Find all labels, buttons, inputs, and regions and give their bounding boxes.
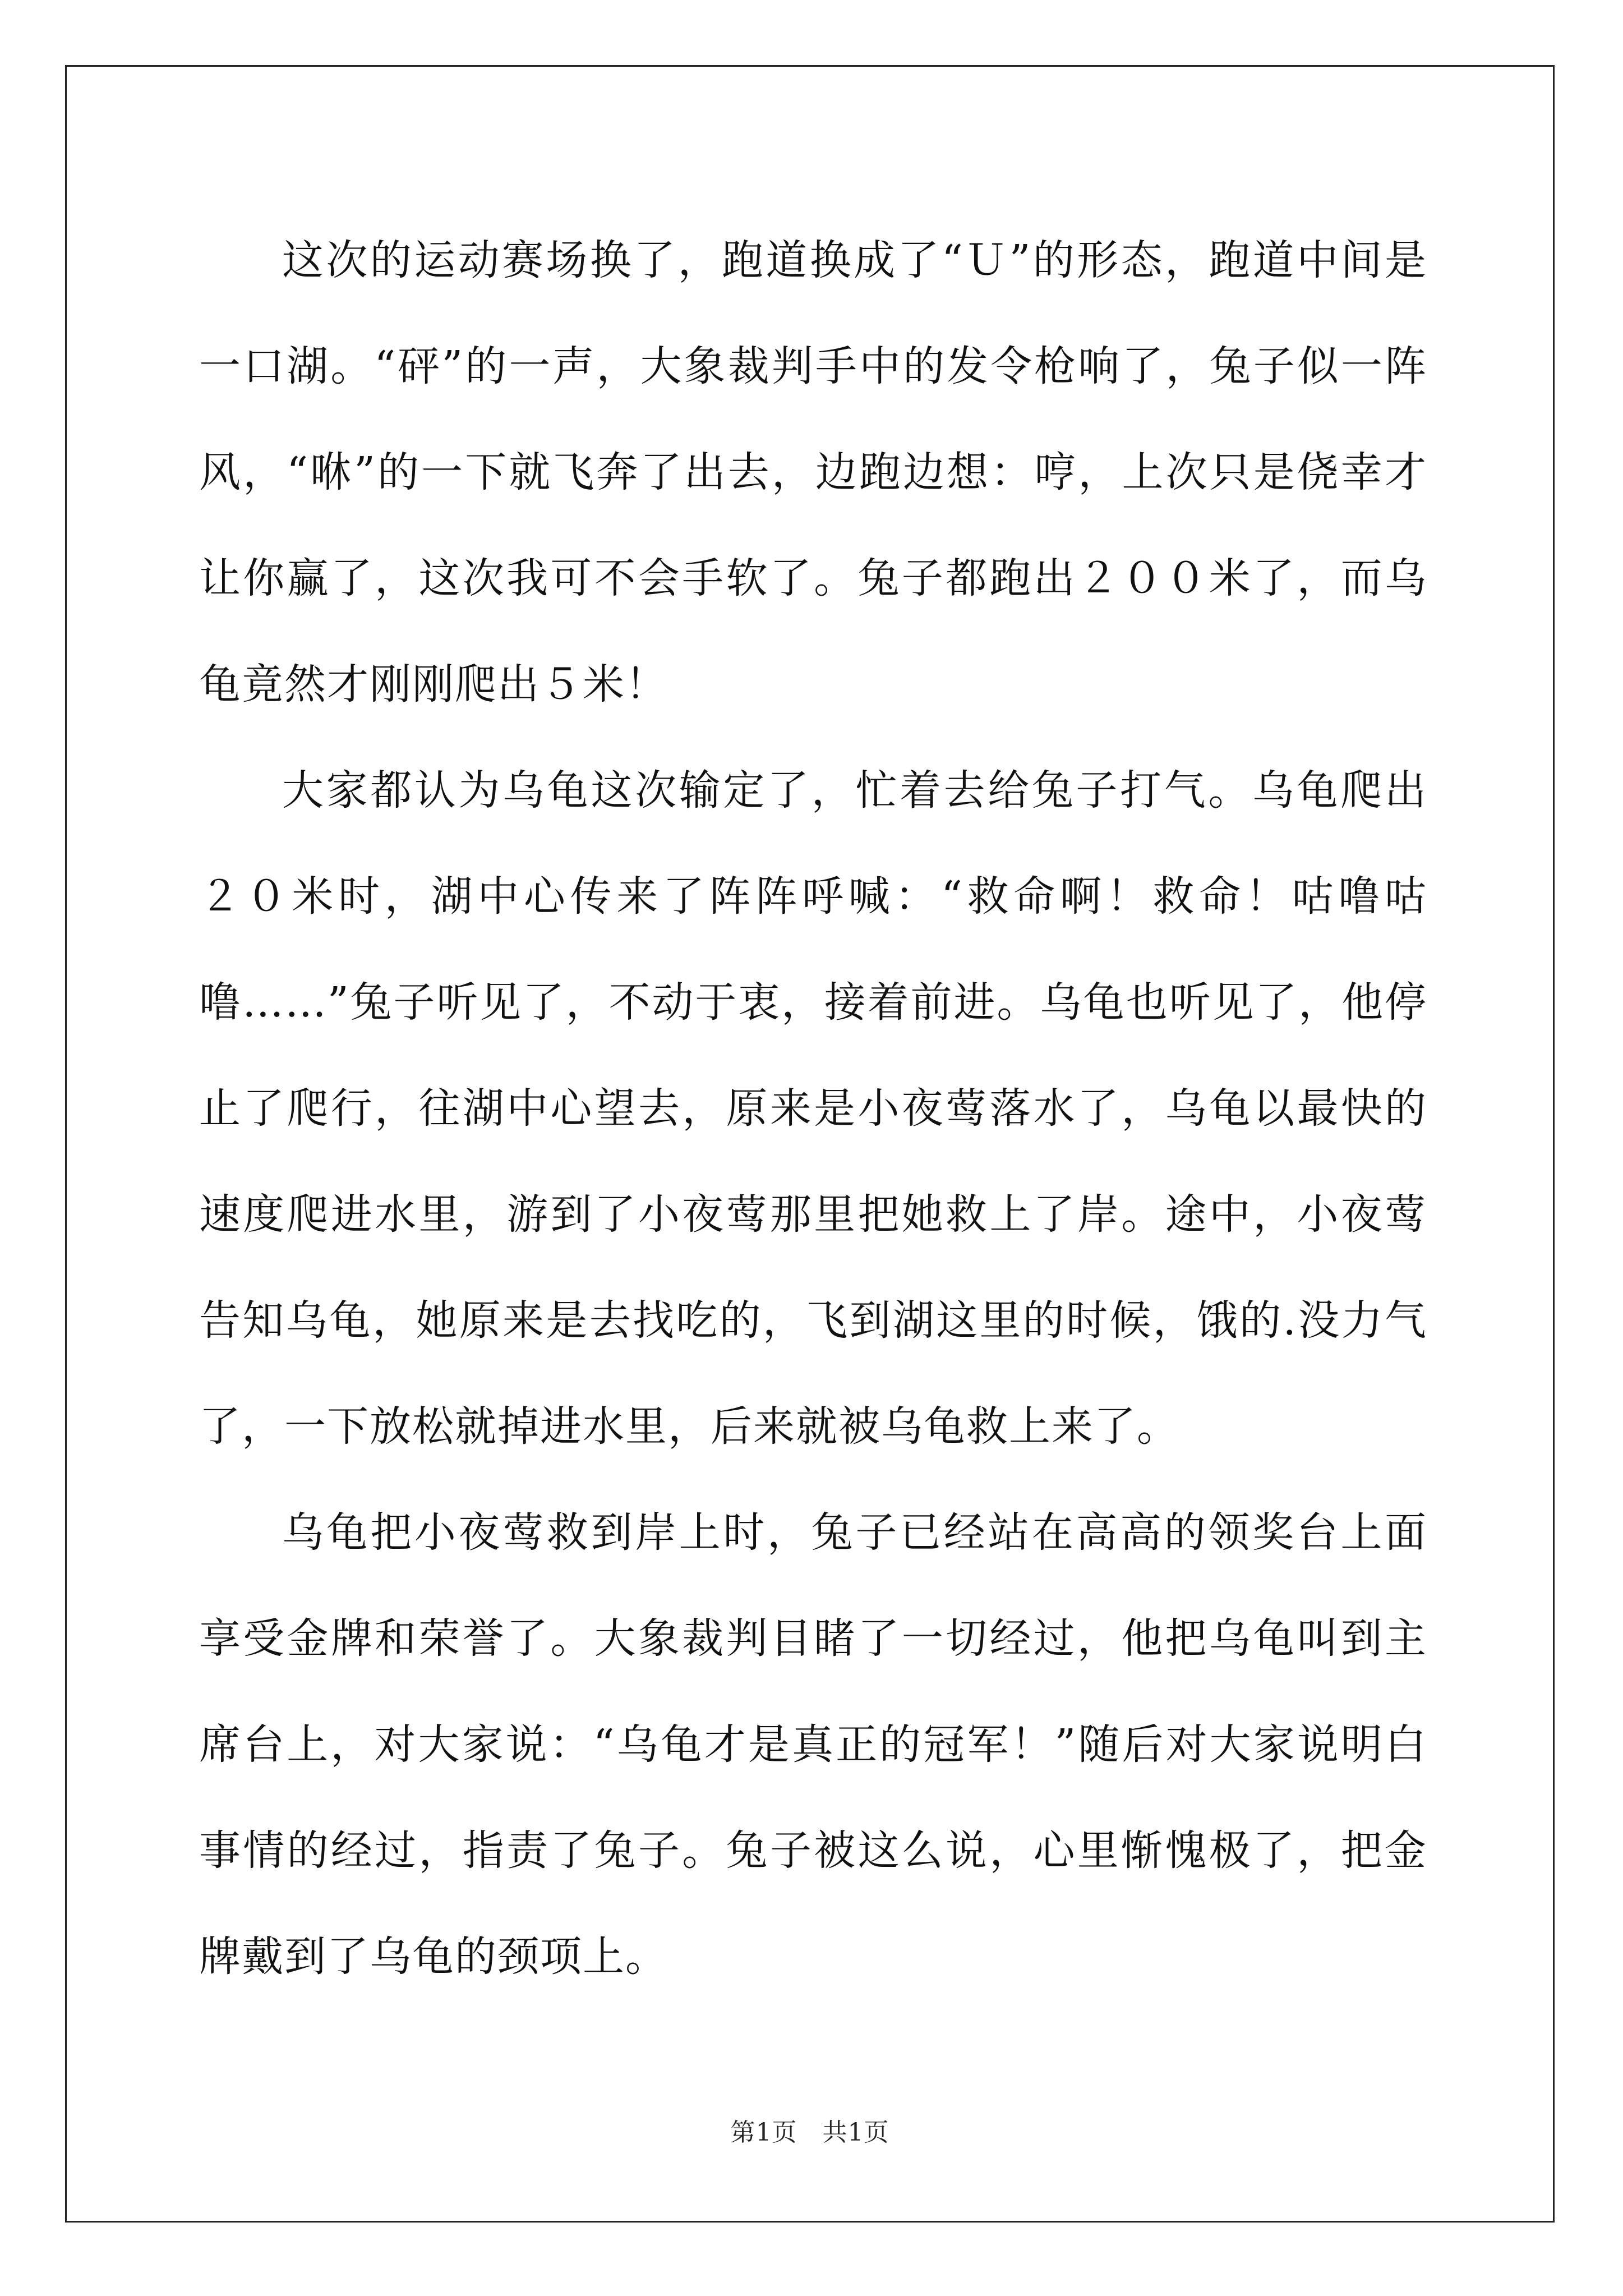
- document-body: [199, 208, 1427, 2010]
- page-number-footer: 第1页 共1页: [730, 2118, 889, 2147]
- paragraph-3: 乌龟把小夜莺救到岸上时，兔子已经站在高高的领奖台上面享受金牌和荣誉了。大象裁判目睹了一切经过，他把乌龟叫到主席台上，对大家说：“乌龟才是真正的冠军！”随后对大家说明白事情的经过，指责了兔子。兔子被这么说，心里惭愧极了，把金牌戴到了乌龟的颈项上。: [199, 1508, 1427, 1981]
- paragraph-1: 这次的运动赛场换了，跑道换成了“Ｕ”的形态，跑道中间是一口湖。“砰”的一声，大象裁判手中的发令枪响了，兔子似一阵风，“咻”的一下就飞奔了出去，边跑边想：哼，上次只是侥幸才让你赢了，这次我可不会手软了。兔子都跑出２００米了，而乌龟竟然才刚刚爬出５米！: [199, 236, 1427, 708]
- paragraph-2: 大家都认为乌龟这次输定了，忙着去给兔子打气。乌龟爬出２０米时，湖中心传来了阵阵呼喊：“救命啊！救命！咕噜咕噜……”兔子听见了，不动于衷，接着前进。乌龟也听见了，他停止了爬行，往湖中心望去，原来是小夜莺落水了，乌龟以最快的速度爬进水里，游到了小夜莺那里把她救上了岸。途中，小夜莺告知乌龟，她原来是去找吃的，飞到湖这里的时候，饿的.没力气了，一下放松就掉进水里，后来就被乌龟救上来了。: [199, 766, 1427, 1451]
